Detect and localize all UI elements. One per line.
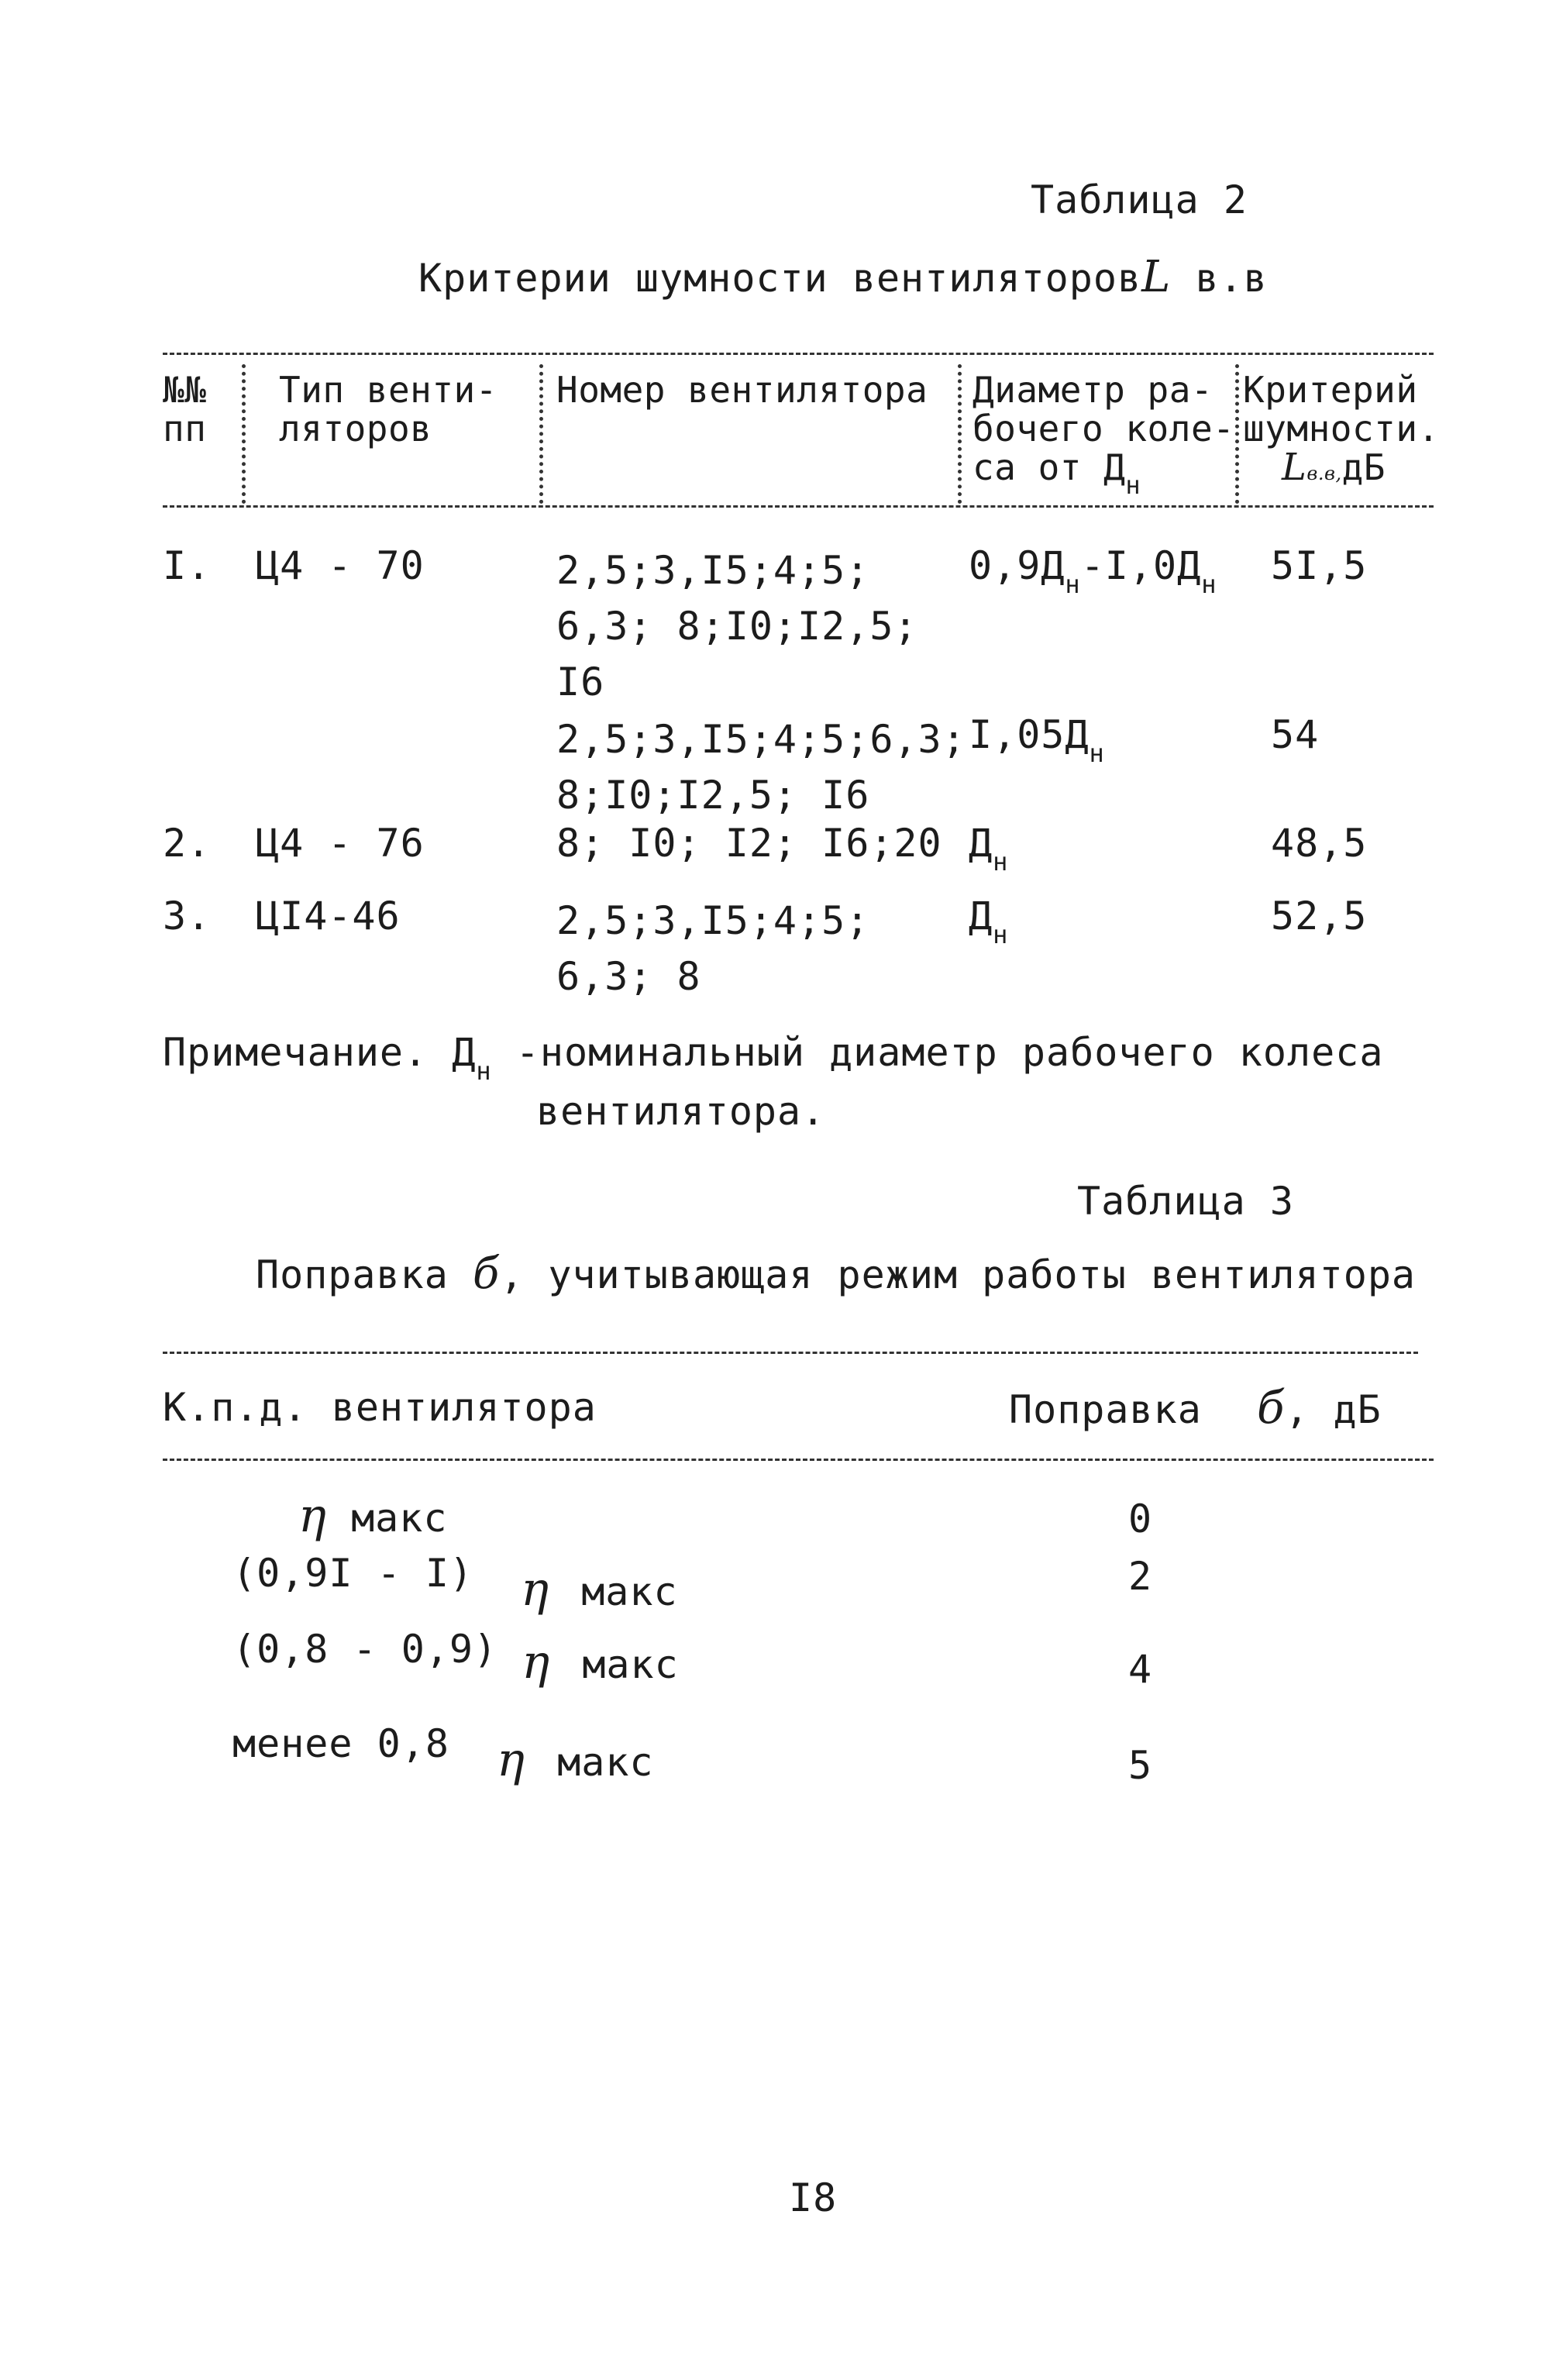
table3-header-right: Поправка б, дБ bbox=[1009, 1381, 1382, 1434]
table2-header-col1: №№ пп bbox=[163, 369, 207, 449]
table3-row2-value: 2 bbox=[1128, 1554, 1153, 1599]
table3-header-left: К.п.д. вентилятора bbox=[163, 1385, 597, 1430]
table2-row2-diameter: $Д_н$ bbox=[969, 821, 1009, 877]
table2-row2-criterion: 48,5 bbox=[1271, 821, 1368, 866]
table2-row3-no: 3. bbox=[163, 894, 212, 939]
table2-col-divider-3 bbox=[958, 364, 962, 504]
table2-row3-diameter: $Д_н$ bbox=[969, 894, 1009, 949]
table2-title bbox=[418, 254, 1268, 301]
table2-header-col5: Критерий шумности. Lв.в,дБ bbox=[1243, 369, 1440, 489]
table3-row2: (0,9I - I) η макс bbox=[232, 1551, 678, 1617]
table2-header-col2: Тип венти- ляторов bbox=[279, 369, 497, 449]
table2-row1b-numbers: 2,5;3,I5;4;5;6,3; 8;I0;I2,5; I6 bbox=[556, 717, 966, 818]
table2-note: Примечание. $Д_н$ -номинальный диаметр рабочего колеса bbox=[163, 1030, 1384, 1086]
table3-row3: (0,8 - 0,9) η макс bbox=[232, 1627, 679, 1689]
table2-row2-no: 2. bbox=[163, 821, 212, 866]
table3-row1-value: 0 bbox=[1128, 1497, 1153, 1541]
table2-row2-type: Ц4 - 76 bbox=[256, 821, 425, 866]
table2-row1-diameter: $0,9Д_н-I,0Д_н$ bbox=[969, 543, 1217, 599]
table2-row1-criterion: 5I,5 bbox=[1271, 543, 1368, 588]
table3-label: Таблица 3 bbox=[1077, 1179, 1294, 1224]
table2-row3-type: ЦI4-46 bbox=[256, 894, 401, 939]
table3-title-symbol: б bbox=[472, 1249, 501, 1299]
table3-top-rule bbox=[163, 1352, 1418, 1354]
table3-header-rule bbox=[163, 1459, 1434, 1461]
table3-row4-value: 5 bbox=[1128, 1743, 1153, 1788]
table2-col-divider-2 bbox=[539, 364, 543, 504]
table2-label: Таблица 2 bbox=[1031, 177, 1248, 222]
table2-header-col4: Диаметр ра- бочего коле- са от $Д_н$ bbox=[972, 369, 1235, 500]
table3-row3-value: 4 bbox=[1128, 1647, 1153, 1692]
table2-header-rule bbox=[163, 505, 1434, 508]
note-label: Примечание. bbox=[163, 1030, 429, 1075]
table2-title-symbol: L bbox=[1141, 252, 1172, 302]
table3-row1: η макс bbox=[298, 1489, 448, 1543]
table2-row1-no: I. bbox=[163, 543, 212, 588]
table2-title-suffix: в.в bbox=[1195, 256, 1268, 301]
table3-title: Поправка б, учитывающая режим работы вентилятора bbox=[256, 1249, 1417, 1299]
table2-title-text: Критерии шумности вентиляторов bbox=[418, 256, 1142, 301]
table2-col-divider-4 bbox=[1235, 364, 1239, 504]
table2-row3-criterion: 52,5 bbox=[1271, 894, 1368, 939]
table2-col-divider-1 bbox=[242, 364, 246, 504]
table2-row2-numbers: 8; I0; I2; I6;20 bbox=[556, 821, 942, 866]
table2-note-line2: вентилятора. bbox=[536, 1089, 826, 1134]
table2-top-rule bbox=[163, 353, 1434, 355]
table2-row1b-diameter: $I,05Д_н$ bbox=[969, 712, 1105, 768]
note-text: -номинальный диаметр рабочего колеса bbox=[515, 1030, 1384, 1075]
page-number: I8 bbox=[789, 2175, 838, 2220]
table2-row1-type: Ц4 - 70 bbox=[256, 543, 425, 588]
table2-header-col3: Номер вентилятора bbox=[556, 369, 928, 411]
table2-row3-numbers: 2,5;3,I5;4;5; 6,3; 8 bbox=[556, 898, 870, 999]
table2-row1b-criterion: 54 bbox=[1271, 712, 1320, 757]
table3-row4: менее 0,8 η макс bbox=[232, 1721, 654, 1787]
table2-row1-numbers: 2,5;3,I5;4;5; 6,3; 8;I0;I2,5; I6 bbox=[556, 548, 918, 704]
